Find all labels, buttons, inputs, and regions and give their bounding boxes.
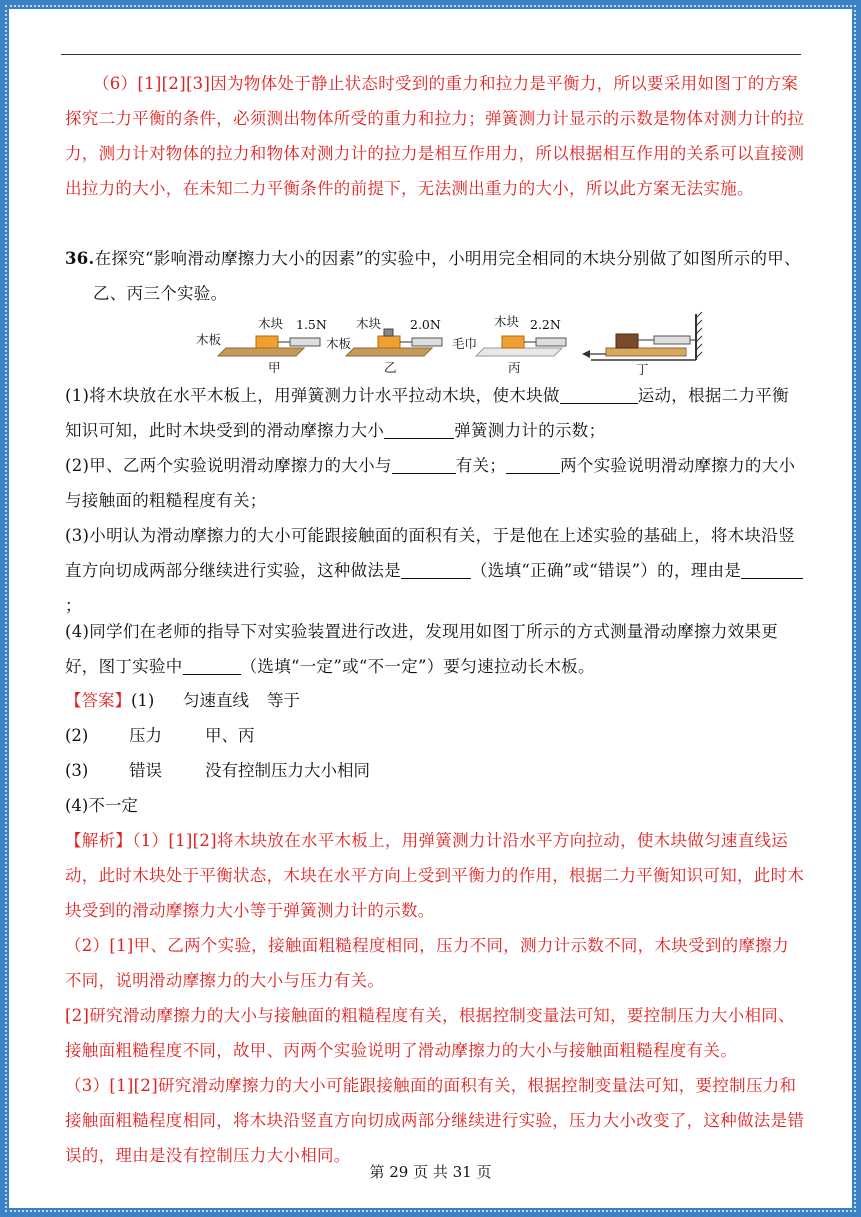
bing-name: 丙 xyxy=(508,360,521,375)
question-part3: (3)小明认为滑动摩擦力的大小可能跟接触面的面积有关，于是他在上述实验的基础上，将木块沿竖直方向切成两部分继续进行实验，这种做法是 （选填“正确”或“错误”）的，理由是； xyxy=(65,518,805,623)
jia-name: 甲 xyxy=(268,360,281,375)
jia-force-label: 1.5N xyxy=(296,317,327,332)
yi-name: 乙 xyxy=(384,360,397,375)
ding-name: 丁 xyxy=(636,362,649,377)
answer-tag: 【答案】 xyxy=(65,691,131,710)
block-jia xyxy=(256,336,278,348)
block-bing xyxy=(502,336,524,348)
blank-6[interactable] xyxy=(741,560,803,579)
spring-scale-ding xyxy=(654,336,690,344)
jia-board-label: 木板 xyxy=(196,332,222,347)
spring-scale-bing xyxy=(536,338,566,346)
answer-row-2: (2) 压力 甲、丙 xyxy=(65,726,255,745)
bing-board-label: 毛巾 xyxy=(452,336,478,351)
document-page xyxy=(11,11,850,1206)
bing-force-label: 2.2N xyxy=(530,317,561,332)
answer-row-4: (4)不一定 xyxy=(65,796,138,815)
bing-block-label: 木块 xyxy=(494,314,520,329)
blank-4[interactable] xyxy=(506,455,560,474)
long-board-ding xyxy=(606,348,686,356)
question-text: 在探究“影响滑动摩擦力大小的因素”的实验中，小明用完全相同的木块分别做了如图所示的甲、乙、丙三个实验。 xyxy=(93,249,801,303)
analysis-2: （2）[1]甲、乙两个实验，接触面粗糙程度相同，压力不同，测力计示数不同，木块受到的摩擦力不同，说明滑动摩擦力的大小与压力有关。 xyxy=(65,936,789,990)
blank-2[interactable] xyxy=(384,420,454,439)
question-36-stem xyxy=(65,241,833,311)
board-yi-surface xyxy=(346,348,432,356)
answer-row-3: (3) 错误 没有控制压力大小相同 xyxy=(65,761,370,780)
question-number: 36. xyxy=(65,249,95,268)
yi-board-label: 木板 xyxy=(326,336,352,351)
blank-5[interactable] xyxy=(401,560,471,579)
experiment-figure xyxy=(196,304,706,377)
analysis-part6: （6）[1][2][3]因为物体处于静止状态时受到的重力和拉力是平衡力，所以要采用如图丁的方案探究二力平衡的条件，必须测出物体所受的重力和拉力；弹簧测力计显示的示数是物体对测力计的拉力，测力计对物体的拉力和物体对测力计的拉力是相互作用力，所以根据相互作用的关系可以直接测出拉力的大小，在未知二力平衡条件的前提下，无法测出重力的大小，所以此方案无法实施。 xyxy=(65,74,805,198)
spring-scale-jia xyxy=(290,338,320,346)
question-part4: (4)同学们在老师的指导下对实验装置进行改进，发现用如图丁所示的方式测量滑动摩擦力效果更好，图丁实验中 （选填“一定”或“不一定”）要匀速拉动长木板。 xyxy=(65,622,779,676)
analysis-4: （3）[1][2]研究滑动摩擦力的大小可能跟接触面的面积有关，根据控制变量法可知，要控制压力和接触面粗糙程度相同，将木块沿竖直方向切成两部分继续进行实验，压力大小改变了，这种做法是错误的，理由是没有控制压力大小相同。 xyxy=(65,1076,805,1165)
blank-3[interactable] xyxy=(392,455,456,474)
blank-7[interactable] xyxy=(183,656,241,675)
jia-block-label: 木块 xyxy=(258,316,284,331)
question-part1: (1)将木块放在水平木板上，用弹簧测力计水平拉动木块，使木块做 运动，根据二力平衡知识可知，此时木块受到的滑动摩擦力大小 弹簧测力计的示数； xyxy=(65,386,789,440)
question-part2: (2)甲、乙两个实验说明滑动摩擦力的大小与 有关； 两个实验说明滑动摩擦力的大小与接触面的粗糙程度有关； xyxy=(65,456,796,510)
spring-scale-yi xyxy=(412,338,442,346)
towel-bing-surface xyxy=(476,348,562,356)
analysis-1: 【解析】（1）[1][2]将木块放在水平木板上，用弹簧测力计沿水平方向拉动，使木块做匀速直线运动，此时木块处于平衡状态，木块在水平方向上受到平衡力的作用，根据二力平衡知识可知，此时木块受到的滑动摩擦力大小等于弹簧测力计的示数。 xyxy=(65,831,805,920)
analysis-tag: 【解析】 xyxy=(65,831,133,850)
yi-block-label: 木块 xyxy=(356,316,382,331)
weight-yi xyxy=(384,329,393,336)
board-jia-surface xyxy=(218,348,304,356)
header-rule xyxy=(61,54,801,55)
block-ding xyxy=(616,334,638,348)
block-yi xyxy=(378,336,400,348)
blank-1[interactable] xyxy=(560,385,638,404)
yi-force-label: 2.0N xyxy=(410,317,441,332)
answer-row-1: 【答案】(1) 匀速直线 等于 xyxy=(65,683,300,718)
page-footer: 第 29 页 共 31 页 xyxy=(369,1163,492,1181)
analysis-3: [2]研究滑动摩擦力的大小与接触面的粗糙程度有关，根据控制变量法可知，要控制压力大小相同、接触面粗糙程度不同，故甲、丙两个实验说明了滑动摩擦力的大小与接触面粗糙程度有关。 xyxy=(65,1006,795,1060)
